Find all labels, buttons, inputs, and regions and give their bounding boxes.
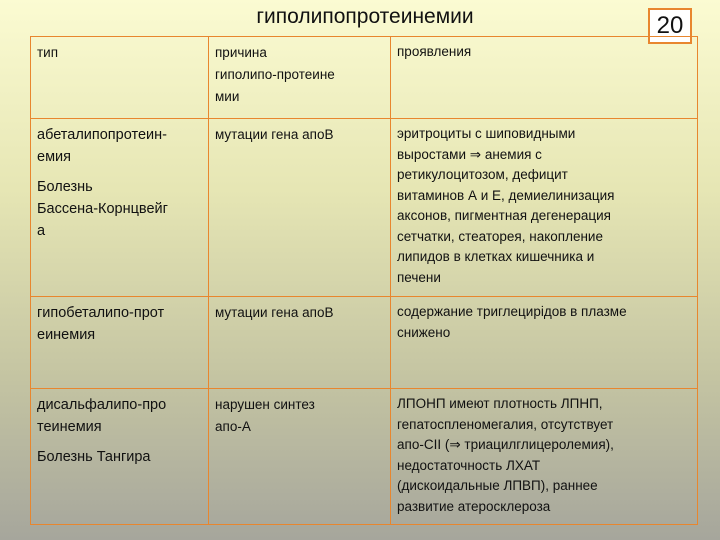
header-cause-line: мии [215,89,240,104]
cell-manifestations [391,297,698,389]
cell-manifestations [391,119,698,297]
cell-type [31,297,209,389]
manifestation-line: недостаточность ЛХАТ [397,457,541,473]
header-cause-line: гиполипо-протеине [215,67,335,82]
manifestation-line: ЛПОНП имеют плотность ЛПНП, [397,396,603,411]
manifestation-line: гепатоспленомегалия, отсутствует [397,416,614,432]
cell-manifestations [391,389,698,525]
manifestation-line: липидов в клетках кишечника и [397,249,595,264]
cell-type [31,389,209,525]
cause-line: нарушен синтез [215,397,315,412]
page-number-badge: 20 [648,8,692,44]
header-cause [209,37,391,119]
type-extra-line: а [37,223,46,239]
slide-title: гиполипопротеинемии [256,5,474,28]
header-cause-line: причина [215,45,267,60]
manifestation-line: ретикулоцитозом, дефицит [397,167,568,182]
type-extra-line: Болезнь Тангира [37,449,151,465]
manifestation-line: витаминов А и Е, демиелинизация [397,187,615,203]
manifestation-line: печени [397,269,441,285]
type-extra-line: Болезнь [37,179,93,195]
cause-line: мутации гена апоВ [215,305,334,320]
manifestation-line: выростами ⇒ анемия с [397,146,542,162]
table-row [31,297,698,389]
cause-line: мутации гена апоВ [215,127,334,142]
lipoprotein-table [30,36,698,525]
manifestation-line: развитие атеросклероза [397,498,551,514]
manifestation-line: аксонов, пигментная дегенерация [397,208,611,223]
table-header-row [31,37,698,119]
type-line: теинемия [37,419,102,435]
header-type-label: тип [37,45,59,60]
type-line: абеталипопротеин- [37,127,167,143]
manifestation-line: (дискоидальные ЛПВП), раннее [397,478,598,493]
manifestation-line: содержание триглецирідов в плазме [397,304,627,319]
type-line: гипобеталипо-прот [37,305,165,321]
type-extra-line: Бассена-Корнцвейг [37,201,168,217]
manifestation-line: сетчатки, стеаторея, накопление [397,228,603,244]
manifestation-line: снижено [397,324,451,340]
table-row [31,389,698,525]
header-manifestations [391,37,698,119]
header-manifestations-label: проявления [397,44,472,59]
header-type [31,37,209,119]
type-line: дисальфалипо-про [37,397,167,413]
cell-cause [209,119,391,297]
cause-line: апо-А [215,419,251,434]
cell-type [31,119,209,297]
cell-cause [209,389,391,525]
cell-cause [209,297,391,389]
manifestation-line: апо-СII (⇒ триацилглицеролемия), [397,437,614,452]
table-row [31,119,698,297]
manifestation-line: эритроциты с шиповидными [397,126,576,141]
type-line: емия [37,149,71,165]
type-line: еинемия [37,327,96,343]
